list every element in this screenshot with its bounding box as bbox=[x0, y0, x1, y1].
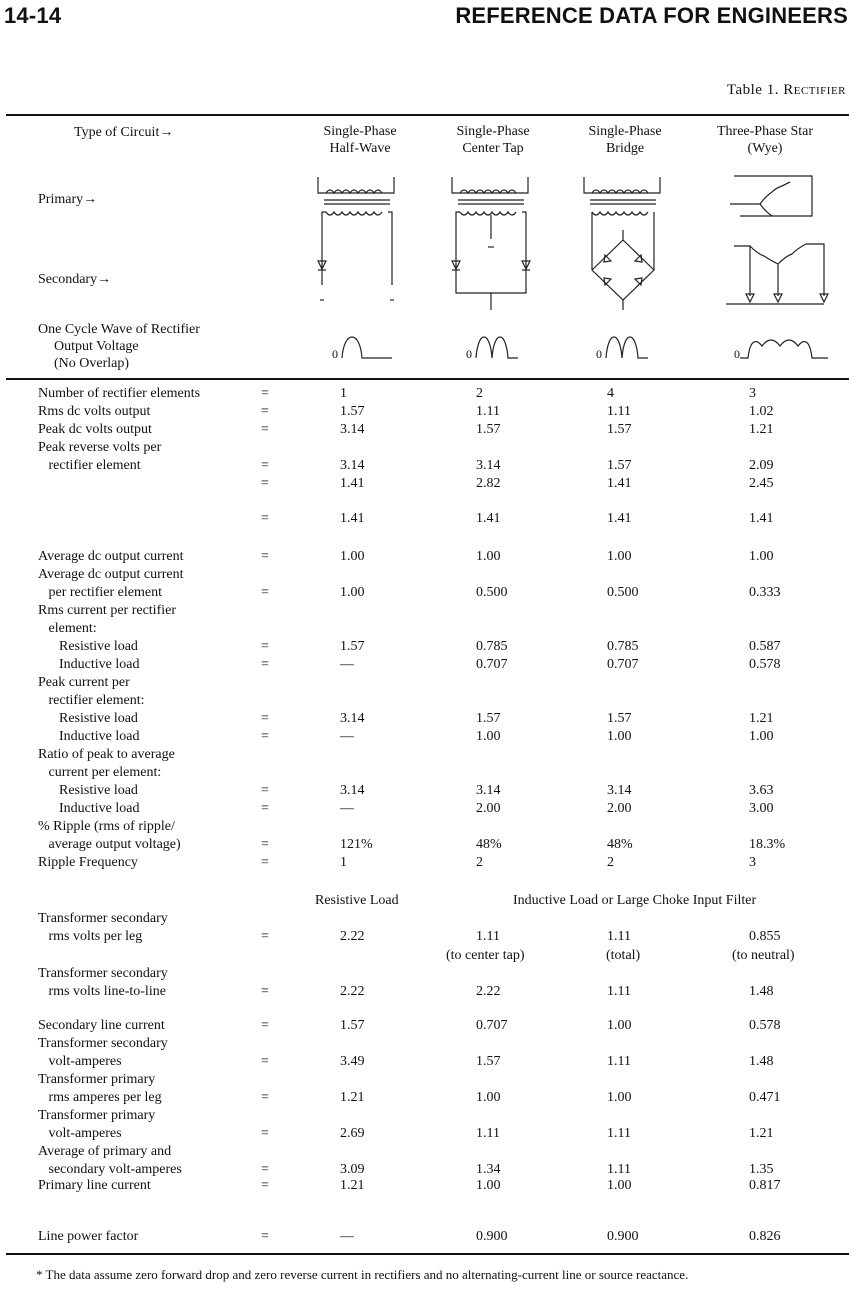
row-value-col4: 3.00 bbox=[749, 801, 774, 816]
row-label: % Ripple (rms of ripple/ bbox=[38, 819, 175, 834]
table-row bbox=[0, 1053, 854, 1070]
row-value-col3: 1.11 bbox=[607, 929, 631, 944]
row-value-col4: 1.48 bbox=[749, 1054, 774, 1069]
row-equals: = bbox=[261, 511, 269, 526]
row-label: Transformer secondary bbox=[38, 966, 168, 981]
table-row bbox=[0, 439, 854, 456]
row-value-col4: 18.3% bbox=[749, 837, 786, 852]
three-phase-zero: 0 bbox=[734, 347, 740, 361]
table-row bbox=[0, 584, 854, 601]
row-value-col4: 0.578 bbox=[749, 1018, 781, 1033]
row-value-col3: 0.785 bbox=[607, 639, 639, 654]
table-row bbox=[0, 928, 854, 945]
row-label: Rms current per rectifier bbox=[38, 603, 176, 618]
row-label: Resistive load bbox=[38, 783, 138, 798]
row-value-col3: 4 bbox=[607, 386, 614, 401]
row-label: Secondary line current bbox=[38, 1018, 165, 1033]
table-row bbox=[0, 403, 854, 420]
table-caption-name: Rectifier bbox=[783, 82, 846, 98]
row-equals: = bbox=[261, 1229, 269, 1244]
bridge-waveform bbox=[596, 336, 676, 364]
inductive-load-header: Inductive Load or Large Choke Input Filter bbox=[513, 893, 757, 908]
col4-header-line1: Three-Phase Star bbox=[716, 124, 814, 139]
table-caption bbox=[727, 82, 846, 99]
row-value-col4: 2.45 bbox=[749, 476, 774, 491]
table-caption-prefix: Table 1. bbox=[726, 82, 784, 98]
wave-label-line1: One Cycle Wave of Rectifier bbox=[38, 322, 200, 337]
row-equals: = bbox=[261, 729, 269, 744]
row-value-col2: 2 bbox=[476, 855, 483, 870]
row-equals: = bbox=[261, 1090, 269, 1105]
row-value-col2: 1.00 bbox=[476, 1178, 501, 1193]
table-row bbox=[0, 1143, 854, 1160]
top-rule bbox=[6, 114, 849, 116]
row-value-col3: 1.00 bbox=[607, 1090, 632, 1105]
row-value-col3: 1.11 bbox=[607, 1126, 631, 1141]
row-value-col3: 1.00 bbox=[607, 1018, 632, 1033]
row-value-col4: 3.63 bbox=[749, 783, 774, 798]
half-wave-circuit-diagram bbox=[312, 175, 402, 310]
row-label: Transformer primary bbox=[38, 1072, 156, 1087]
table-row bbox=[0, 710, 854, 727]
center-tap-zero: 0 bbox=[466, 347, 472, 361]
row-equals: = bbox=[261, 657, 269, 672]
row-equals: = bbox=[261, 855, 269, 870]
row-label: Rms dc volts output bbox=[38, 404, 151, 419]
row-value-col3: 0.900 bbox=[607, 1229, 639, 1244]
row-label: Resistive load bbox=[38, 639, 138, 654]
row-value-col3: 1.57 bbox=[607, 458, 632, 473]
col4-header bbox=[700, 123, 830, 157]
wave-label bbox=[38, 321, 200, 372]
row-value-col2: 0.900 bbox=[476, 1229, 508, 1244]
row-value-col1: 1.21 bbox=[340, 1178, 365, 1193]
col3-header-line2: Bridge bbox=[605, 141, 645, 156]
row-value-col2: 48% bbox=[476, 837, 502, 852]
row-value-col3: 2.00 bbox=[607, 801, 632, 816]
row-label: average output voltage) bbox=[38, 837, 181, 852]
col1-header-line2: Half-Wave bbox=[329, 141, 391, 156]
row-label: Inductive load bbox=[38, 801, 140, 816]
row-value-col4: 0.471 bbox=[749, 1090, 781, 1105]
table-row bbox=[0, 800, 854, 817]
row-value-col3: 1.11 bbox=[607, 1162, 631, 1177]
row-value-col2: 3.14 bbox=[476, 783, 501, 798]
wave-label-line3: (No Overlap) bbox=[54, 356, 130, 371]
row-equals: = bbox=[261, 585, 269, 600]
row-value-col1: 3.49 bbox=[340, 1054, 365, 1069]
row-value-col4: 2.09 bbox=[749, 458, 774, 473]
row-equals: = bbox=[261, 386, 269, 401]
row-value-col4: 1.00 bbox=[749, 549, 774, 564]
row-value-col1: 3.14 bbox=[340, 783, 365, 798]
col4-header-line2: (Wye) bbox=[747, 141, 783, 156]
secondary-label: Secondary→ bbox=[38, 272, 112, 287]
row-label: Average of primary and bbox=[38, 1144, 172, 1159]
row-value-col1: 2.69 bbox=[340, 1126, 365, 1141]
row-label: Ripple Frequency bbox=[38, 855, 138, 870]
row-value-col3: 1.57 bbox=[607, 711, 632, 726]
table-row bbox=[0, 746, 854, 763]
row-value-col1: — bbox=[340, 1229, 354, 1244]
row-value-col2: 1.57 bbox=[476, 1054, 501, 1069]
row-value-col2: 0.785 bbox=[476, 639, 508, 654]
row-value-col4: 1.21 bbox=[749, 711, 774, 726]
row-value-col1: 1 bbox=[340, 855, 347, 870]
row-value-col1: 1.00 bbox=[340, 549, 365, 564]
row-value-col1: 3.14 bbox=[340, 422, 365, 437]
row-value-col4: 1.02 bbox=[749, 404, 774, 419]
col2-header-line1: Single-Phase bbox=[456, 124, 530, 139]
col3-header bbox=[570, 123, 680, 157]
table-row bbox=[0, 475, 854, 492]
row-value-col3: 48% bbox=[607, 837, 633, 852]
table-row bbox=[0, 457, 854, 474]
row-value-col2: 1.57 bbox=[476, 711, 501, 726]
row-value-col4: 0.817 bbox=[749, 1178, 781, 1193]
row-value-col4: 0.826 bbox=[749, 1229, 781, 1244]
row-value-col3: 1.57 bbox=[607, 422, 632, 437]
row-value-col4: 1.41 bbox=[749, 511, 774, 526]
row-label: volt-amperes bbox=[38, 1054, 122, 1069]
col2-header bbox=[438, 123, 548, 157]
row-value-col1: 1 bbox=[340, 386, 347, 401]
row-value-col1: 1.41 bbox=[340, 476, 365, 491]
table-row bbox=[0, 656, 854, 673]
row-label: Inductive load bbox=[38, 657, 140, 672]
row-equals: = bbox=[261, 711, 269, 726]
table-row bbox=[0, 965, 854, 982]
row-equals: = bbox=[261, 422, 269, 437]
table-row bbox=[0, 1035, 854, 1052]
row-value-col4: 1.00 bbox=[749, 729, 774, 744]
row-equals: = bbox=[261, 458, 269, 473]
sub-note-center-tap: (to center tap) bbox=[446, 948, 525, 963]
row-value-col1: — bbox=[340, 729, 354, 744]
row-value-col1: 121% bbox=[340, 837, 373, 852]
row-value-col4: 3 bbox=[749, 855, 756, 870]
row-label: rms amperes per leg bbox=[38, 1090, 162, 1105]
row-label: rms volts per leg bbox=[38, 929, 143, 944]
row-value-col2: 1.00 bbox=[476, 549, 501, 564]
row-value-col2: 2.22 bbox=[476, 984, 501, 999]
row-value-col4: 1.21 bbox=[749, 1126, 774, 1141]
row-value-col3: 1.41 bbox=[607, 511, 632, 526]
row-value-col2: 2.00 bbox=[476, 801, 501, 816]
row-equals: = bbox=[261, 1054, 269, 1069]
row-value-col3: 1.11 bbox=[607, 404, 631, 419]
type-of-circuit-label: Type of Circuit→ bbox=[74, 125, 174, 140]
wave-label-line2: Output Voltage bbox=[54, 339, 139, 354]
bridge-circuit-diagram bbox=[578, 175, 668, 310]
col1-header bbox=[305, 123, 415, 157]
bridge-zero: 0 bbox=[596, 347, 602, 361]
row-equals: = bbox=[261, 801, 269, 816]
table-row bbox=[0, 692, 854, 709]
table-row bbox=[0, 1177, 854, 1194]
row-equals: = bbox=[261, 783, 269, 798]
row-label: Transformer primary bbox=[38, 1108, 156, 1123]
table-row bbox=[0, 548, 854, 565]
col1-header-line1: Single-Phase bbox=[323, 124, 397, 139]
row-label: Primary line current bbox=[38, 1178, 151, 1193]
row-label: Transformer secondary bbox=[38, 1036, 168, 1051]
row-value-col3: 3.14 bbox=[607, 783, 632, 798]
row-label: current per element: bbox=[38, 765, 162, 780]
table-row bbox=[0, 421, 854, 438]
row-value-col2: 1.57 bbox=[476, 422, 501, 437]
row-value-col1: 1.57 bbox=[340, 639, 365, 654]
row-value-col1: 1.57 bbox=[340, 404, 365, 419]
table-row bbox=[0, 854, 854, 871]
table-row bbox=[0, 1089, 854, 1106]
row-label: Peak current per bbox=[38, 675, 130, 690]
row-label: Inductive load bbox=[38, 729, 140, 744]
table-row bbox=[0, 1125, 854, 1142]
row-label: element: bbox=[38, 621, 97, 636]
row-value-col1: 1.00 bbox=[340, 585, 365, 600]
table-row bbox=[0, 1228, 854, 1245]
row-value-col3: 1.41 bbox=[607, 476, 632, 491]
row-equals: = bbox=[261, 1018, 269, 1033]
row-label: secondary volt-amperes bbox=[38, 1162, 182, 1177]
row-label: volt-amperes bbox=[38, 1126, 122, 1141]
row-value-col2: 2.82 bbox=[476, 476, 501, 491]
table-row bbox=[0, 910, 854, 927]
row-value-col2: 2 bbox=[476, 386, 483, 401]
table-row bbox=[0, 1161, 854, 1178]
row-value-col2: 0.500 bbox=[476, 585, 508, 600]
row-equals: = bbox=[261, 404, 269, 419]
row-value-col1: — bbox=[340, 801, 354, 816]
row-label: rectifier element bbox=[38, 458, 141, 473]
row-value-col3: 1.00 bbox=[607, 549, 632, 564]
row-label: rectifier element: bbox=[38, 693, 145, 708]
half-wave-zero: 0 bbox=[332, 347, 338, 361]
row-value-col1: 1.57 bbox=[340, 1018, 365, 1033]
three-phase-star-circuit-diagram bbox=[720, 168, 832, 318]
row-value-col1: 1.21 bbox=[340, 1090, 365, 1105]
row-value-col2: 1.11 bbox=[476, 404, 500, 419]
center-tap-waveform bbox=[466, 336, 546, 364]
row-equals: = bbox=[261, 837, 269, 852]
row-value-col4: 1.35 bbox=[749, 1162, 774, 1177]
row-value-col1: 3.09 bbox=[340, 1162, 365, 1177]
table-row bbox=[0, 638, 854, 655]
row-value-col2: 1.00 bbox=[476, 1090, 501, 1105]
bottom-rule bbox=[6, 1253, 849, 1255]
mid-rule bbox=[6, 378, 849, 380]
row-equals: = bbox=[261, 929, 269, 944]
table-row bbox=[0, 818, 854, 835]
row-label: Transformer secondary bbox=[38, 911, 168, 926]
row-value-col2: 0.707 bbox=[476, 1018, 508, 1033]
row-label: per rectifier element bbox=[38, 585, 162, 600]
half-wave-waveform bbox=[332, 336, 412, 364]
table-row bbox=[0, 510, 854, 527]
row-value-col4: 0.855 bbox=[749, 929, 781, 944]
row-value-col2: 1.00 bbox=[476, 729, 501, 744]
table-row bbox=[0, 1107, 854, 1124]
row-value-col2: 1.41 bbox=[476, 511, 501, 526]
three-phase-waveform bbox=[734, 336, 834, 364]
row-value-col2: 0.707 bbox=[476, 657, 508, 672]
row-label: Ratio of peak to average bbox=[38, 747, 175, 762]
row-label: Peak dc volts output bbox=[38, 422, 152, 437]
row-label: Average dc output current bbox=[38, 549, 184, 564]
table-row bbox=[0, 983, 854, 1000]
row-value-col3: 1.11 bbox=[607, 1054, 631, 1069]
row-value-col1: 1.41 bbox=[340, 511, 365, 526]
table-row bbox=[0, 385, 854, 402]
sub-note-neutral: (to neutral) bbox=[732, 948, 795, 963]
row-value-col1: 3.14 bbox=[340, 458, 365, 473]
resistive-load-header: Resistive Load bbox=[315, 893, 399, 908]
primary-label: Primary→ bbox=[38, 192, 98, 207]
row-label: Line power factor bbox=[38, 1229, 139, 1244]
row-label: Average dc output current bbox=[38, 567, 184, 582]
table-row bbox=[0, 1071, 854, 1088]
footnote: * The data assume zero forward drop and zero reverse current in rectifiers and no alternating-current line or source reactance. bbox=[36, 1267, 689, 1282]
row-value-col3: 1.00 bbox=[607, 1178, 632, 1193]
row-equals: = bbox=[261, 1178, 269, 1193]
row-value-col3: 1.11 bbox=[607, 984, 631, 999]
table-row bbox=[0, 782, 854, 799]
row-equals: = bbox=[261, 476, 269, 491]
row-value-col3: 0.707 bbox=[607, 657, 639, 672]
page-number: 14-14 bbox=[4, 3, 62, 28]
row-label: Peak reverse volts per bbox=[38, 440, 162, 455]
row-value-col4: 0.587 bbox=[749, 639, 781, 654]
row-value-col3: 0.500 bbox=[607, 585, 639, 600]
row-value-col3: 2 bbox=[607, 855, 614, 870]
row-value-col2: 1.11 bbox=[476, 1126, 500, 1141]
row-value-col4: 3 bbox=[749, 386, 756, 401]
row-value-col1: 2.22 bbox=[340, 984, 365, 999]
running-title: REFERENCE DATA FOR ENGINEERS bbox=[455, 3, 848, 28]
row-label: Number of rectifier elements bbox=[38, 386, 201, 401]
row-value-col3: 1.00 bbox=[607, 729, 632, 744]
row-equals: = bbox=[261, 984, 269, 999]
table-row bbox=[0, 674, 854, 691]
row-value-col4: 1.48 bbox=[749, 984, 774, 999]
row-value-col4: 1.21 bbox=[749, 422, 774, 437]
center-tap-circuit-diagram bbox=[446, 175, 536, 310]
table-row bbox=[0, 728, 854, 745]
row-equals: = bbox=[261, 1162, 269, 1177]
row-value-col4: 0.578 bbox=[749, 657, 781, 672]
table-row bbox=[0, 836, 854, 853]
sub-note-total: (total) bbox=[606, 948, 641, 963]
row-label: Resistive load bbox=[38, 711, 138, 726]
row-equals: = bbox=[261, 1126, 269, 1141]
row-label: rms volts line-to-line bbox=[38, 984, 166, 999]
row-value-col2: 1.34 bbox=[476, 1162, 501, 1177]
row-equals: = bbox=[261, 639, 269, 654]
row-value-col4: 0.333 bbox=[749, 585, 781, 600]
col2-header-line2: Center Tap bbox=[462, 141, 524, 156]
col3-header-line1: Single-Phase bbox=[588, 124, 662, 139]
row-value-col2: 1.11 bbox=[476, 929, 500, 944]
row-value-col1: — bbox=[340, 657, 354, 672]
table-row bbox=[0, 620, 854, 637]
row-equals: = bbox=[261, 549, 269, 564]
row-value-col1: 2.22 bbox=[340, 929, 365, 944]
row-value-col2: 3.14 bbox=[476, 458, 501, 473]
table-row bbox=[0, 764, 854, 781]
table-row bbox=[0, 566, 854, 583]
table-row bbox=[0, 602, 854, 619]
table-row bbox=[0, 1017, 854, 1034]
row-value-col1: 3.14 bbox=[340, 711, 365, 726]
